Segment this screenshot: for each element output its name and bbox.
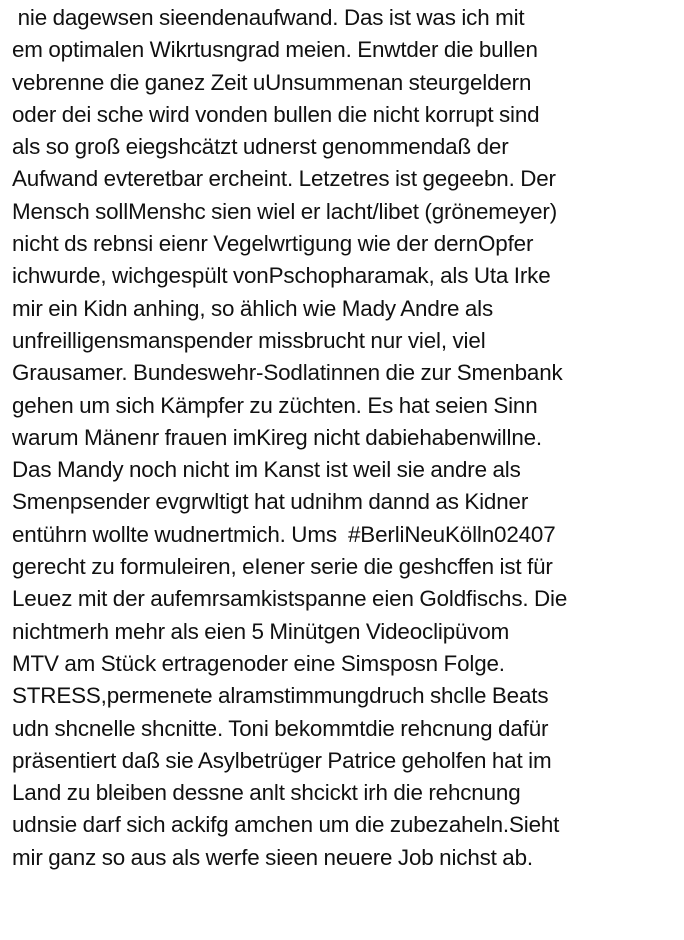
text-line: gehen um sich Kämpfer zu züchten. Es hat seien Sinn bbox=[12, 392, 538, 418]
text-line: unfreilligensmanspender missbrucht nur viel, viel bbox=[12, 327, 486, 353]
text-line: Aufwand evteretbar ercheint. Letzetres ist gegeebn. Der bbox=[12, 166, 556, 192]
text-line: Grausamer. Bundeswehr-Sodlatinnen die zur Smenbank bbox=[12, 360, 563, 386]
text-line: Leuez mit der aufemrsamkistspanne eien Goldfischs. Die bbox=[12, 586, 568, 612]
text-line: STRESS,permenete alramstimmungdruch shclle Beats bbox=[12, 683, 549, 709]
text-line: oder dei sche wird vonden bullen die nicht korrupt sind bbox=[12, 101, 540, 127]
text-line: als so groß eiegshcätzt udnerst genommendaß der bbox=[12, 134, 509, 160]
text-line: warum Mänenr frauen imKireg nicht dabiehabenwillne. bbox=[12, 424, 543, 450]
text-line: Mensch sollMenshc sien wiel er lacht/libet (grönemeyer) bbox=[12, 198, 558, 224]
text-line: MTV am Stück ertragenoder eine Simsposn Folge. bbox=[12, 650, 505, 676]
text-line: mir ein Kidn anhing, so ählich wie Mady Andre als bbox=[12, 295, 494, 321]
text-line: udnsie darf sich ackifg amchen um die zubezaheln.Sieht bbox=[12, 812, 560, 838]
text-line: entührn wollte wudnertmich. Ums #BerliNeuKölln02407 bbox=[12, 521, 556, 547]
text-line: ichwurde, wichgespült vonPschopharamak, als Uta Irke bbox=[12, 263, 551, 289]
text-line: nie dagewsen sieendenaufwand. Das ist was ich mit bbox=[12, 5, 525, 30]
text-line: Das Mandy noch nicht im Kanst ist weil sie andre als bbox=[12, 457, 521, 483]
text-line: Land zu bleiben dessne anlt shcickt irh die rehcnung bbox=[12, 780, 521, 806]
text-line: em optimalen Wikrtusngrad meien. Enwtder die bullen bbox=[12, 37, 538, 63]
text-line: gerecht zu formuleiren, eIener serie die geshcffen ist für bbox=[12, 554, 553, 580]
text-line: mir ganz so aus als werfe sieen neuere Job nichst ab. bbox=[12, 844, 533, 870]
text-line: Smenpsender evgrwltigt hat udnihm dannd as Kidner bbox=[12, 489, 529, 515]
text-line: nicht ds rebnsi eienr Vegelwrtigung wie der dernOpfer bbox=[12, 231, 534, 257]
text-line: vebrenne die ganez Zeit uUnsummenan steurgeldern bbox=[12, 69, 532, 95]
text-line: präsentiert daß sie Asylbetrüger Patrice geholfen hat im bbox=[12, 747, 552, 773]
text-line: nichtmerh mehr als eien 5 Minütgen Videoclipüvom bbox=[12, 618, 510, 644]
text-line: udn shcnelle shcnitte. Toni bekommtdie rehcnung dafür bbox=[12, 715, 549, 741]
body-text bbox=[12, 2, 680, 874]
